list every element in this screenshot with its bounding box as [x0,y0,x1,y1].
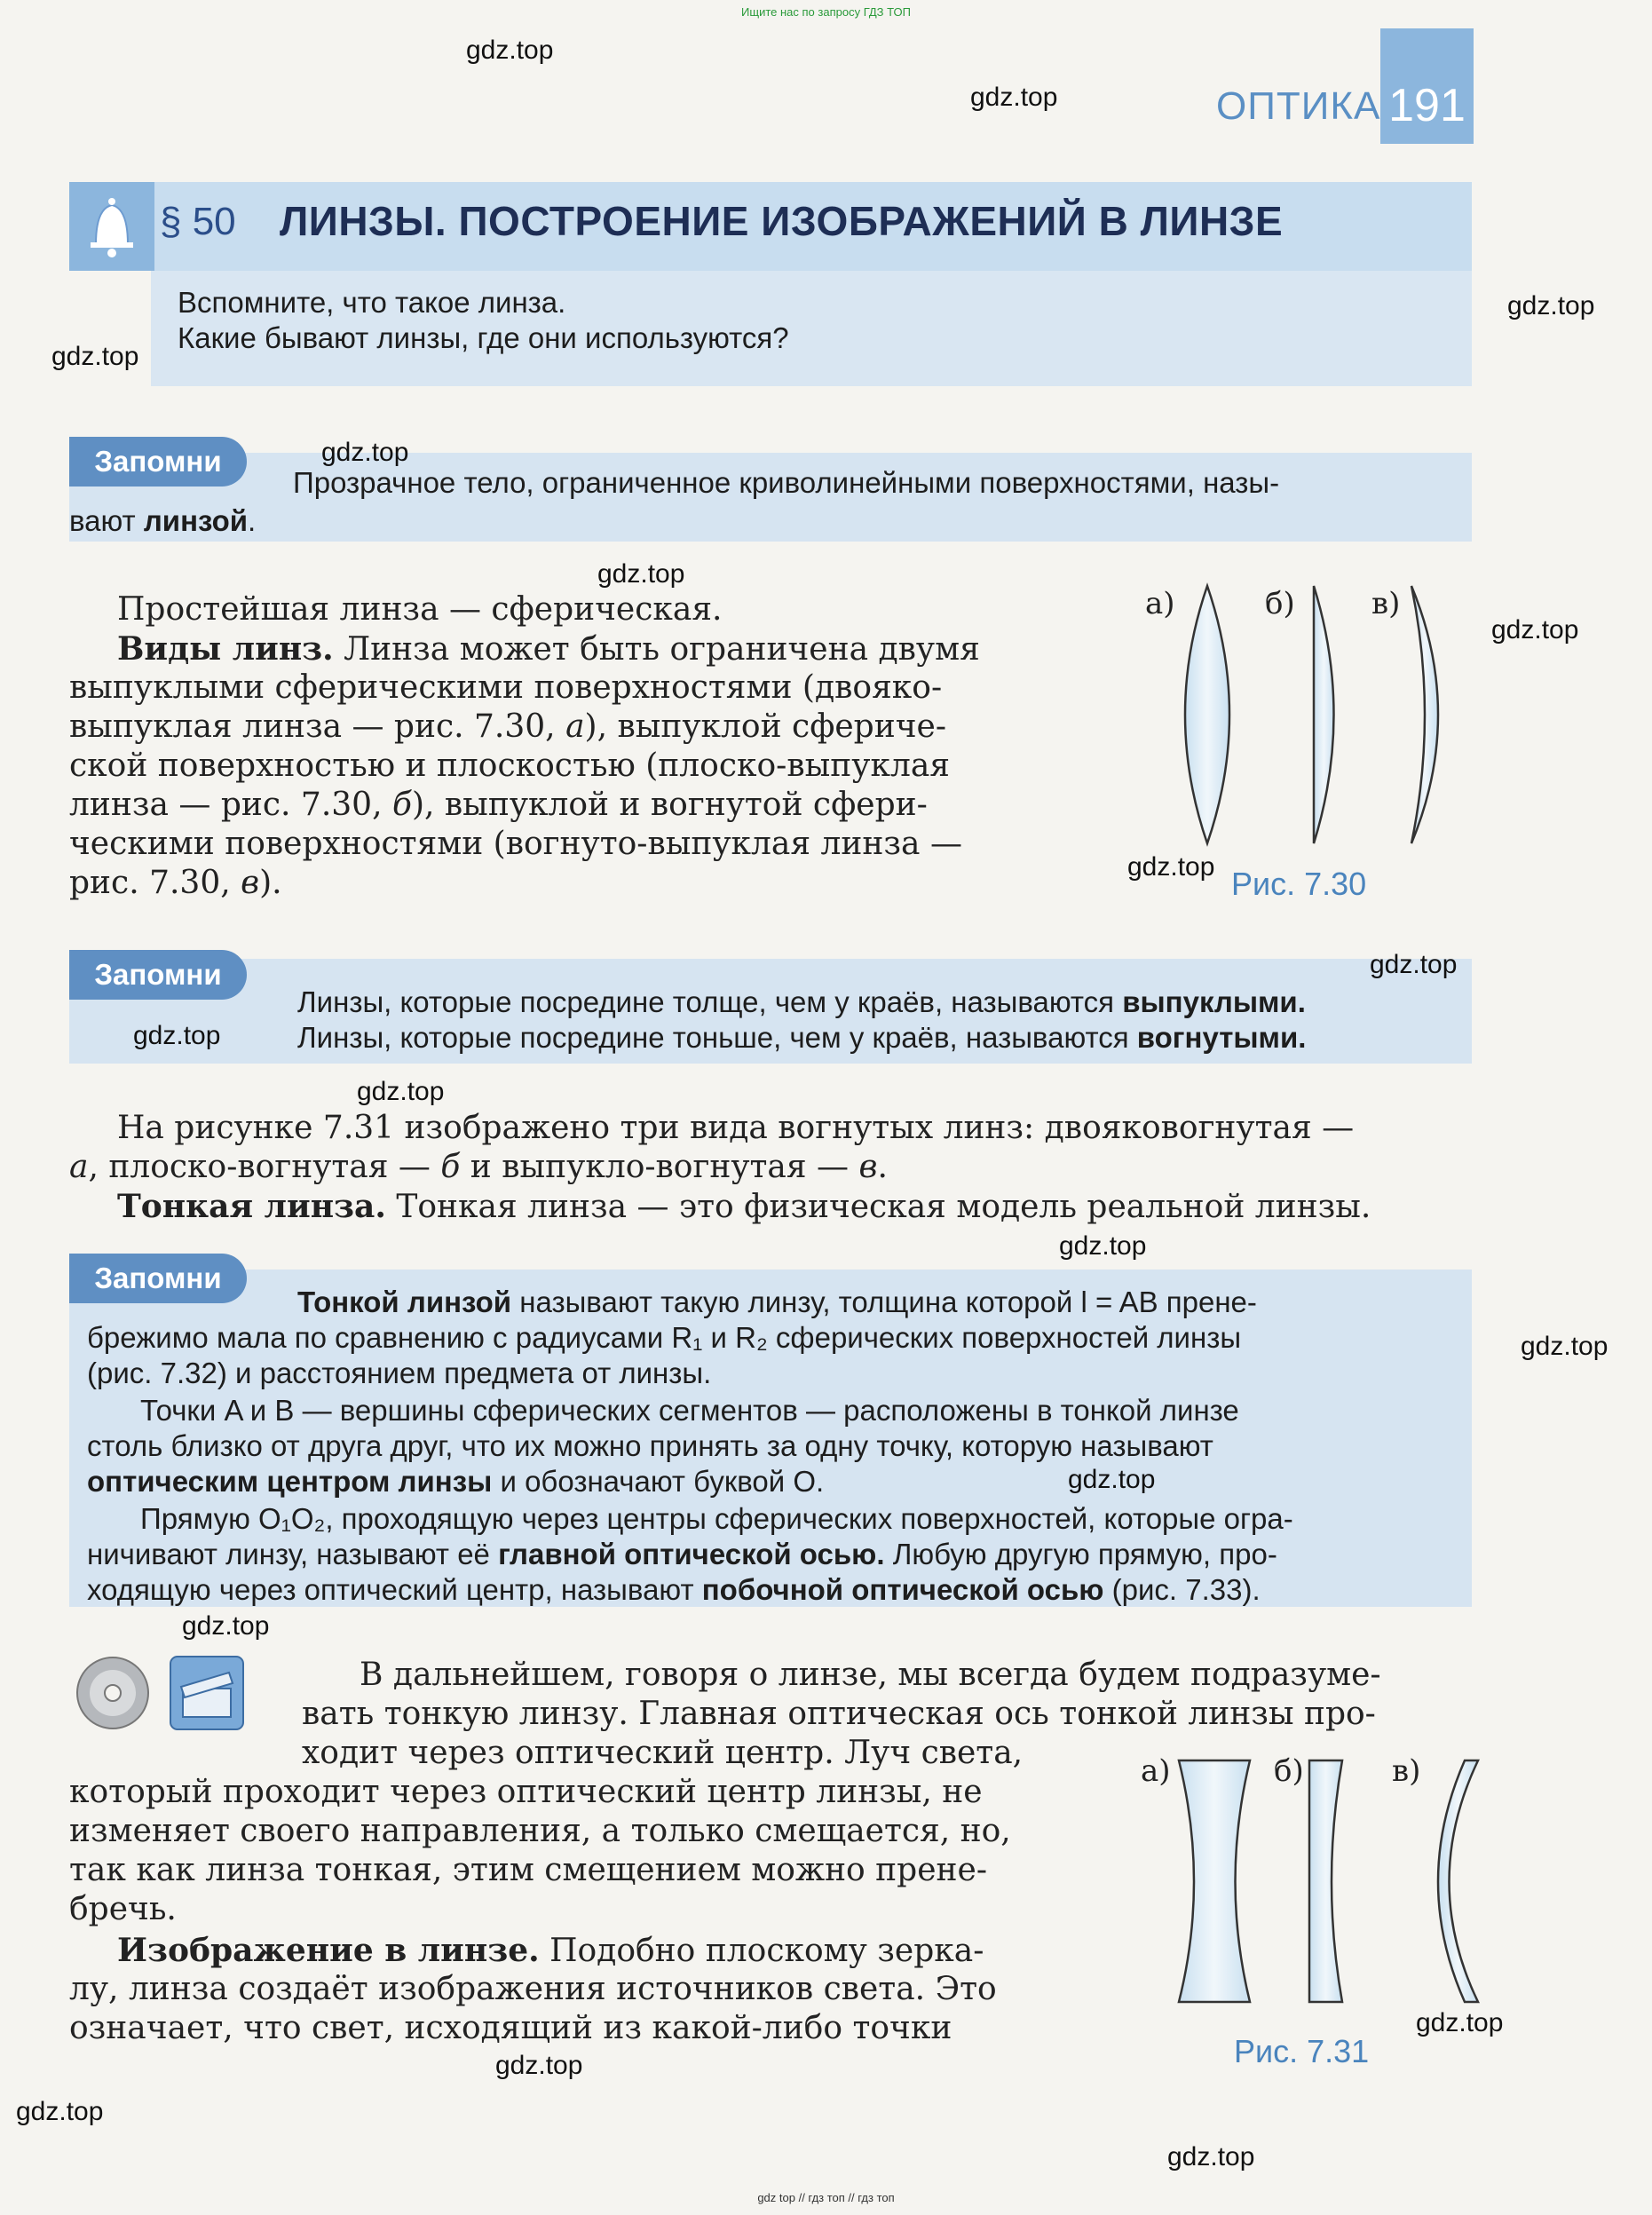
fig730-label-b: б) [1265,586,1295,621]
fig731-label-b: б) [1274,1753,1304,1789]
para3-line-10: означает, что свет, исходящий из какой-либо точки [69,2010,952,2046]
remember2-line-2: Линзы, которые посредине тоньше, чем у краёв, называются вогнутыми. [297,1021,1307,1054]
section-title: ЛИНЗЫ. ПОСТРОЕНИЕ ИЗОБРАЖЕНИЙ В ЛИНЗЕ [280,198,1284,244]
remember3-line-6: оптическим центром линзы и обозначают буквой O. [87,1465,825,1498]
watermark: gdz.top [1059,1231,1147,1261]
para2-line-1: На рисунке 7.31 изображено три вида вогнутых линз: двояковогнутая — [117,1110,1355,1146]
para3-line-5: изменяет своего направления, а только смещается, но, [69,1813,1011,1849]
remember1-line-1: Прозрачное тело, ограниченное криволинейными поверхностями, назы- [293,466,1280,499]
remember3-line-9: ходящую через оптический центр, называют побочной оптической осью (рис. 7.33). [87,1573,1261,1606]
remember3-line-5: столь близко от друга друг, что их можно принять за одну точку, которую называют [87,1429,1213,1462]
fig730-label-a: а) [1145,586,1175,621]
para1-line-1: Простейшая линза — сферическая. [117,591,723,628]
remember3-line-2: брежимо мала по сравнению с радиусами R₁ и R₂ сферических поверхностей линзы [87,1321,1242,1354]
bell-icon [69,182,154,271]
watermark: gdz.top [597,559,685,589]
remember3-line-8: ничивают линзу, называют её главной оптической осью. Любую другую прямую, про- [87,1538,1277,1570]
page-number: 191 [1380,28,1474,144]
fig731-lenses [1172,1753,1491,2020]
watermark: gdz.top [495,2051,583,2080]
watermark: gdz.top [1370,950,1458,979]
remember-tag-2: Запомни [69,950,247,1000]
remember2-line-1: Линзы, которые посредине толще, чем у краёв, называются выпуклыми. [297,985,1306,1018]
cd-icon [73,1653,153,1733]
para3-line-7: бречь. [69,1891,177,1927]
video-clapper-icon [167,1653,247,1733]
para3-line-3: ходит через оптический центр. Луч света, [302,1735,1024,1771]
para1-line-3: выпуклыми сферическими поверхностями (двояко- [69,669,943,706]
watermark: gdz.top [133,1021,221,1050]
top-note: Ищите нас по запросу ГДЗ ТОП [741,5,911,19]
remember-tag-1: Запомни [69,437,247,487]
fig731-label-a: а) [1141,1753,1171,1789]
fig731-label-c: в) [1392,1753,1421,1789]
watermark: gdz.top [466,36,554,65]
remember3-line-3: (рис. 7.32) и расстоянием предмета от линзы. [87,1357,712,1389]
watermark: gdz.top [1491,615,1579,645]
remember1-line-2: вают линзой. [69,504,257,537]
para3-line-2: вать тонкую линзу. Главная оптическая ось тонкой линзы про- [302,1696,1376,1732]
para1-line-7: ческими поверхностями (вогнуто-выпуклая линза — [69,826,962,862]
watermark: gdz.top [321,438,409,467]
section-number: § 50 [160,200,236,243]
para3-line-9: лу, линза создаёт изображения источников света. Это [69,1971,997,2007]
para2-line-2: а, плоско-вогнутая — б и выпукло-вогнутая — в. [69,1149,888,1185]
watermark: gdz.top [16,2097,104,2126]
bottom-note: gdz top // гдз топ // гдз топ [757,2191,895,2204]
watermark: gdz.top [1416,2008,1504,2037]
watermark: gdz.top [1521,1332,1609,1361]
watermark: gdz.top [357,1077,445,1106]
para2-line-3: Тонкая линза. Тонкая линза — это физическая модель реальной линзы. [117,1188,1371,1225]
remember-tag-3: Запомни [69,1254,247,1303]
para1-line-5: ской поверхностью и плоскостью (плоско-выпуклая [69,748,950,784]
fig730-label-c: в) [1371,586,1401,621]
fig730-lenses [1154,577,1474,861]
para3-line-6: так как линза тонкая, этим смещением можно прене- [69,1852,987,1888]
watermark: gdz.top [970,83,1058,112]
running-title: ОПТИКА [1216,84,1381,128]
watermark: gdz.top [1127,852,1215,882]
remember3-line-4: Точки A и B — вершины сферических сегментов — расположены в тонкой линзе [140,1394,1239,1427]
remember3-line-7: Прямую O₁O₂, проходящую через центры сферических поверхностей, которые огра- [140,1502,1293,1535]
watermark: gdz.top [182,1611,270,1641]
para1-line-4: выпуклая линза — рис. 7.30, а), выпуклой сфериче- [69,708,946,745]
recall-line-1: Вспомните, что такое линза. [178,286,566,319]
recall-line-2: Какие бывают линзы, где они используются? [178,321,789,354]
fig730-caption: Рис. 7.30 [1231,866,1367,902]
watermark: gdz.top [1167,2142,1255,2171]
para1-line-6: линза — рис. 7.30, б), выпуклой и вогнутой сфери- [69,787,928,823]
watermark: gdz.top [1068,1465,1156,1494]
watermark: gdz.top [51,342,139,371]
para3-line-1: В дальнейшем, говоря о линзе, мы всегда будем подразуме- [360,1657,1381,1693]
para1-line-2: Виды линз. Линза может быть ограничена двумя [117,630,980,668]
watermark: gdz.top [1507,291,1595,320]
remember3-line-1: Тонкой линзой называют такую линзу, толщина которой l = AB прене- [297,1285,1257,1318]
fig731-caption: Рис. 7.31 [1234,2033,1370,2069]
para3-line-8: Изображение в линзе. Подобно плоскому зерка- [117,1932,984,1969]
para3-line-4: который проходит через оптический центр линзы, не [69,1774,983,1810]
para1-line-8: рис. 7.30, в). [69,865,282,901]
